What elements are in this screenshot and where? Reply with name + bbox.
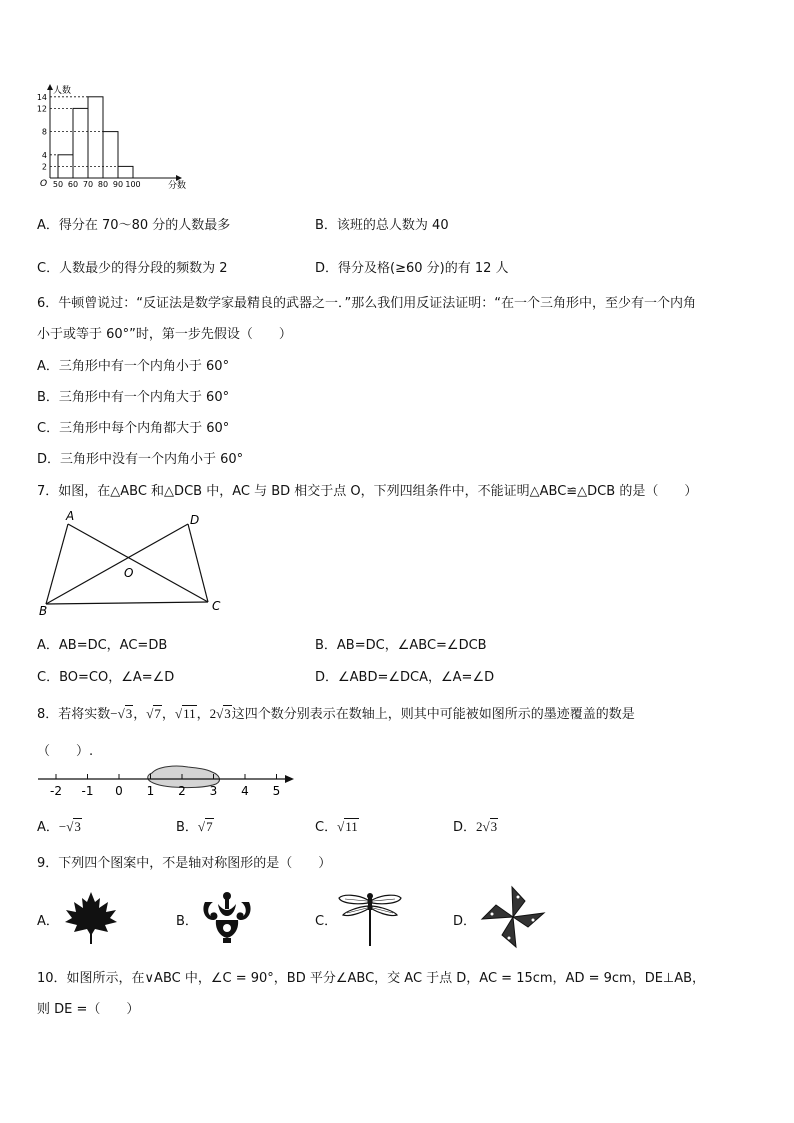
radical-sqrt11: √11 [174,706,196,721]
tick-label: 1 [146,784,155,798]
q7-option-b: B．AB=DC，∠ABC=∠DCB [315,638,487,653]
bar-80-90 [103,132,118,178]
q8-sep2: ， [161,707,175,722]
tick-label: 0 [115,784,123,798]
y-tick-label: 14 [36,92,47,102]
q10-line2: 则 DE =（ ） [37,1002,140,1017]
triangle-figure [36,510,226,618]
pinwheel-icon [478,883,548,951]
tick-label: 3 [209,784,218,798]
q7-stem: 7．如图，在△ABC 和△DCB 中，AC 与 BD 相交于点 O，下列四组条件中，不能证明△ABC≌△DCB 的是（ ） [37,484,698,499]
y-tick-label: 4 [41,150,47,160]
q5-option-b: B．该班的总人数为 40 [315,218,449,233]
ornament-icon [199,890,255,946]
label-c: C [212,599,221,613]
radical-2sqrt3: √3 [216,706,231,721]
x-tick-label: 70 [82,180,94,189]
q8-stem-suffix: 这四个数分别表示在数轴上，则其中可能被如图所示的墨迹覆盖的数是 [231,707,635,722]
tick-label: 2 [178,784,186,798]
segment-ab [46,524,68,604]
number-line [36,764,298,800]
y-tick-label: 2 [41,162,47,172]
q8-option-c: C．√11 [315,819,358,835]
q9-option-b-letter: B． [176,914,198,929]
q5-option-a: A．得分在 70～80 分的人数最多 [37,218,231,233]
x-tick-label: 100 [125,180,141,189]
radical-sqrt7: √7 [146,706,161,721]
label-o: O [124,566,134,580]
q8-minus: − [110,706,118,721]
origin-label: O [40,179,48,189]
label-b: B [39,604,48,618]
segment-ac [68,524,208,602]
tick-label: 5 [272,784,281,798]
q7-option-a: A．AB=DC，AC=DB [37,638,168,653]
q7-option-d: D．∠ABD=∠DCA，∠A=∠D [315,670,495,685]
q6-stem-line2: 小于或等于 60°”时，第一步先假设（ ） [37,327,292,342]
x-tick-label: 90 [112,180,124,189]
q8-option-a: A．−√3 [37,819,81,835]
q8-option-d: D．2√3 [453,819,498,835]
q8-stem-prefix: 8．若将实数 [37,707,111,722]
x-axis-label: 分数 [168,181,187,191]
y-tick-label: 12 [36,104,47,114]
bar-60-70 [73,108,88,178]
x-tick-label: 50 [52,180,64,189]
q8-stem [37,703,635,722]
label-a: A [66,510,75,523]
y-axis-label: 人数 [53,86,72,96]
tick-label: -2 [50,784,62,798]
score-histogram [28,82,188,194]
q6-option-b: B．三角形中有一个内角大于 60° [37,390,230,405]
bar-90-100 [118,166,133,178]
x-tick-label: 80 [97,180,109,189]
number-line-arrow [285,775,294,783]
q6-option-c: C．三角形中每个内角都大于 60° [37,421,230,436]
q9-option-d-letter: D． [453,914,477,929]
q9-option-a-letter: A． [37,914,59,929]
q6-option-a: A．三角形中有一个内角小于 60° [37,359,230,374]
segment-bd [46,524,188,604]
x-tick-label: 60 [67,180,79,189]
q8-sep3: ， [196,707,210,722]
q8-option-b: B．√7 [176,819,213,835]
q6-option-d: D．三角形中没有一个内角小于 60° [37,452,244,467]
q10-line1: 10．如图所示，在∨ABC 中，∠C = 90°，BD 平分∠ABC，交 AC 于点 D，AC = 15cm，AD = 9cm，DE⊥AB， [37,971,706,986]
q8-sep1: ， [133,707,147,722]
q5-option-d: D．得分及格(≥60 分)的有 12 人 [315,261,509,276]
maple-leaf-icon [62,890,120,946]
q6-stem-line1: 6．牛顿曾说过：“反证法是数学家最精良的武器之一．”那么我们用反证法证明：“在一个三角形中，至少有一个内角 [37,296,696,311]
q9-stem: 9．下列四个图案中，不是轴对称图形的是（ ） [37,856,332,871]
dragonfly-icon [337,890,403,948]
q8-two: 2 [209,706,217,721]
q5-option-c: C．人数最少的得分段的频数为 2 [37,261,228,276]
q8-stem-paren: （ ）. [37,744,94,759]
q9-option-c-letter: C． [315,914,338,929]
segment-dc [188,524,208,602]
q7-option-c: C．BO=CO，∠A=∠D [37,670,175,685]
bar-70-80 [88,97,103,178]
radical-sqrt3: √3 [117,706,133,721]
tick-label: -1 [81,784,94,798]
tick-label: 4 [241,784,249,798]
segment-bc [46,602,208,604]
label-d: D [190,513,200,527]
y-tick-label: 8 [41,127,47,137]
